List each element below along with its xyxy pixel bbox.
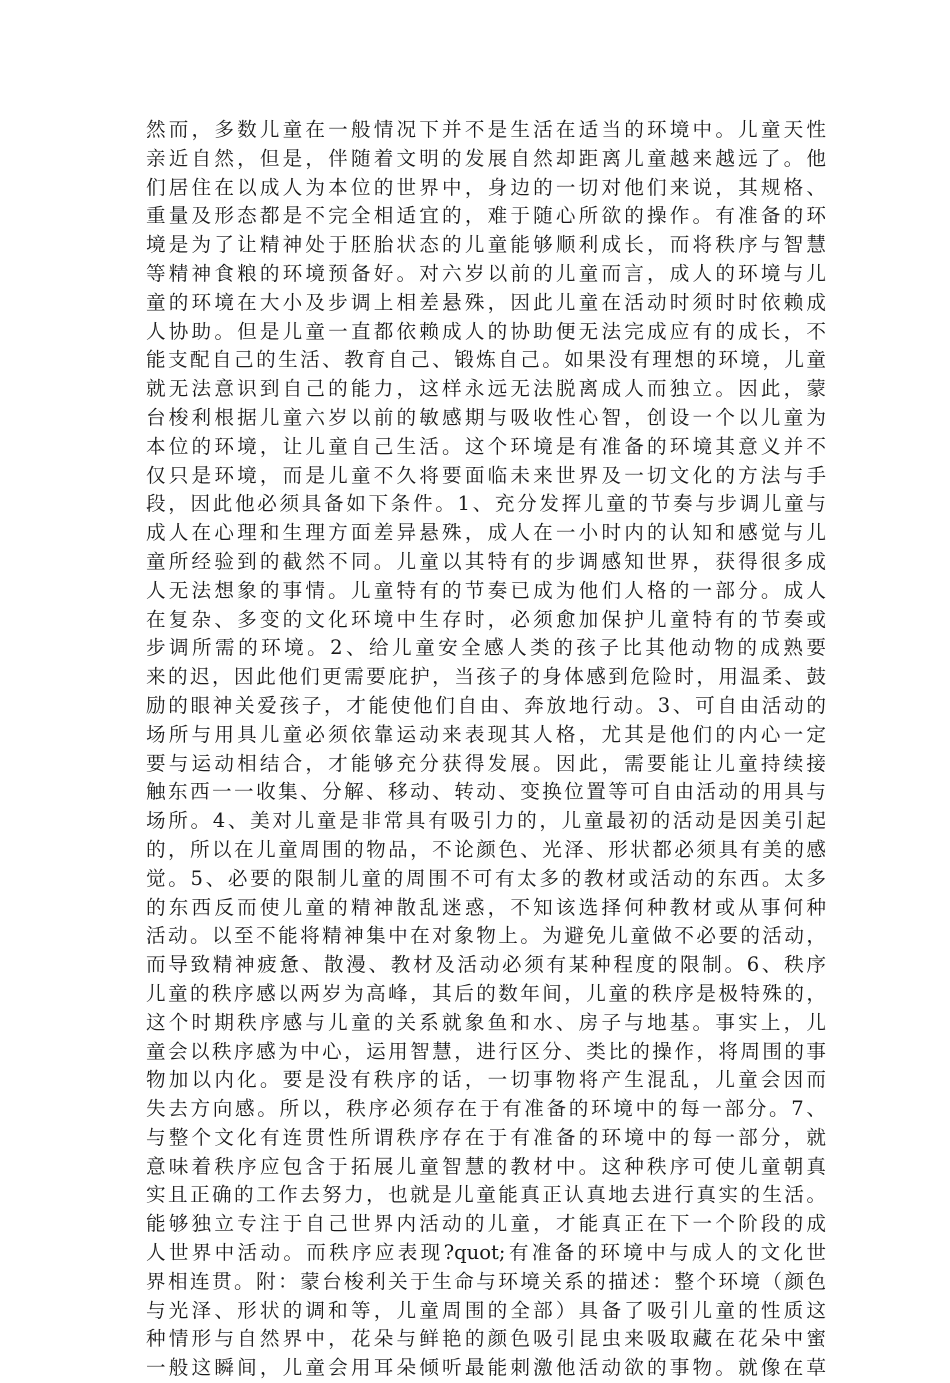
text-line: 仅只是环境，而是儿童不久将要面临未来世界及一切文化的方法与手 xyxy=(146,463,826,487)
text-line: 励的眼神关爱孩子，才能使他们自由、奔放地行动。3、可自由活动的 xyxy=(146,693,826,717)
text-line: 然而，多数儿童在一般情况下并不是生活在适当的环境中。儿童天性 xyxy=(146,118,826,141)
text-line: 场所与用具儿童必须依靠运动来表现其人格，尤其是他们的内心一定 xyxy=(146,722,826,746)
text-line: 能支配自己的生活、教育自己、锻炼自己。如果没有理想的环境，儿童 xyxy=(146,348,826,372)
text-line: 来的迟，因此他们更需要庇护，当孩子的身体感到危险时，用温柔、鼓 xyxy=(146,665,826,689)
text-line: 亲近自然，但是，伴随着文明的发展自然却距离儿童越来越远了。他 xyxy=(146,146,826,170)
text-line: 童会以秩序感为中心，运用智慧，进行区分、类比的操作，将周围的事 xyxy=(146,1039,826,1063)
text-line: 种情形与自然界中，花朵与鲜艳的颜色吸引昆虫来吸取藏在花朵中蜜 xyxy=(146,1327,826,1351)
text-line: 重量及形态都是不完全相适宜的，难于随心所欲的操作。有准备的环 xyxy=(146,204,826,228)
text-line: 在复杂、多变的文化环境中生存时，必须愈加保护儿童特有的节奏或 xyxy=(146,607,826,631)
text-line: 等精神食粮的环境预备好。对六岁以前的儿童而言，成人的环境与儿 xyxy=(146,261,826,285)
text-line: 境是为了让精神处于胚胎状态的儿童能够顺利成长，而将秩序与智慧 xyxy=(146,233,826,257)
text-line: 段，因此他必须具备如下条件。1、充分发挥儿童的节奏与步调儿童与 xyxy=(146,492,826,516)
text-line: 童所经验到的截然不同。儿童以其特有的步调感知世界，获得很多成 xyxy=(146,549,826,573)
text-line: 与光泽、形状的调和等，儿童周围的全部）具备了吸引儿童的性质这 xyxy=(146,1298,826,1322)
text-line: 要与运动相结合，才能够充分获得发展。因此，需要能让儿童持续接 xyxy=(146,751,826,775)
text-line: 步调所需的环境。2、给儿童安全感人类的孩子比其他动物的成熟要 xyxy=(146,636,826,660)
text-line: 物加以内化。要是没有秩序的话，一切事物将产生混乱，儿童会因而 xyxy=(146,1068,826,1092)
text-line: 能够独立专注于自己世界内活动的儿童，才能真正在下一个阶段的成 xyxy=(146,1212,826,1236)
text-line: 意味着秩序应包含于拓展儿童智慧的教材中。这种秩序可使儿童朝真 xyxy=(146,1154,826,1178)
text-line: 一般这瞬间，儿童会用耳朵倾听最能刺激他活动欲的事物。就像在草 xyxy=(146,1356,826,1380)
text-line: 们居住在以成人为本位的世界中，身边的一切对他们来说，其规格、 xyxy=(146,175,826,199)
text-line: 场所。4、美对儿童是非常具有吸引力的，儿童最初的活动是因美引起 xyxy=(146,809,826,833)
text-line: 人协助。但是儿童一直都依赖成人的协助便无法完成应有的成长，不 xyxy=(146,319,826,343)
text-line: 的，所以在儿童周围的物品，不论颜色、光泽、形状都必须具有美的感 xyxy=(146,837,826,861)
text-line: 觉。5、必要的限制儿童的周围不可有太多的教材或活动的东西。太多 xyxy=(146,866,826,890)
text-line: 儿童的秩序感以两岁为高峰，其后的数年间，儿童的秩序是极特殊的， xyxy=(146,981,826,1005)
text-line: 界相连贯。附：蒙台梭利关于生命与环境关系的描述：整个环境（颜色 xyxy=(146,1269,826,1293)
text-line: 的东西反而使儿童的精神散乱迷惑，不知该选择何种教材或从事何种 xyxy=(146,895,826,919)
text-line: 童的环境在大小及步调上相差悬殊，因此儿童在活动时须时时依赖成 xyxy=(146,290,826,314)
text-line: 与整个文化有连贯性所谓秩序存在于有准备的环境中的每一部分，就 xyxy=(146,1125,826,1149)
text-line: 触东西一一收集、分解、移动、转动、变换位置等可自由活动的用具与 xyxy=(146,780,826,804)
text-line: 活动。以至不能将精神集中在对象物上。为避免儿童做不必要的活动， xyxy=(146,924,826,948)
text-line: 这个时期秩序感与儿童的关系就象鱼和水、房子与地基。事实上，儿 xyxy=(146,1010,826,1034)
body-paragraph xyxy=(146,116,826,1383)
text-line: 而导致精神疲惫、散漫、教材及活动必须有某种程度的限制。6、秩序 xyxy=(146,953,826,977)
text-line: 成人在心理和生理方面差异悬殊，成人在一小时内的认知和感觉与儿 xyxy=(146,521,826,545)
text-line: 台梭利根据儿童六岁以前的敏感期与吸收性心智，创设一个以儿童为 xyxy=(146,405,826,429)
text-line: 失去方向感。所以，秩序必须存在于有准备的环境中的每一部分。7、 xyxy=(146,1097,826,1121)
text-line: 人无法想象的事情。儿童特有的节奏已成为他们人格的一部分。成人 xyxy=(146,578,826,602)
text-line: 就无法意识到自己的能力，这样永远无法脱离成人而独立。因此，蒙 xyxy=(146,377,826,401)
text-line: 人世界中活动。而秩序应表现?quot;有准备的环境中与成人的文化世 xyxy=(146,1241,826,1265)
text-line: 本位的环境，让儿童自己生活。这个环境是有准备的环境其意义并不 xyxy=(146,434,826,458)
text-line: 实且正确的工作去努力，也就是儿童能真正认真地去进行真实的生活。 xyxy=(146,1183,826,1207)
